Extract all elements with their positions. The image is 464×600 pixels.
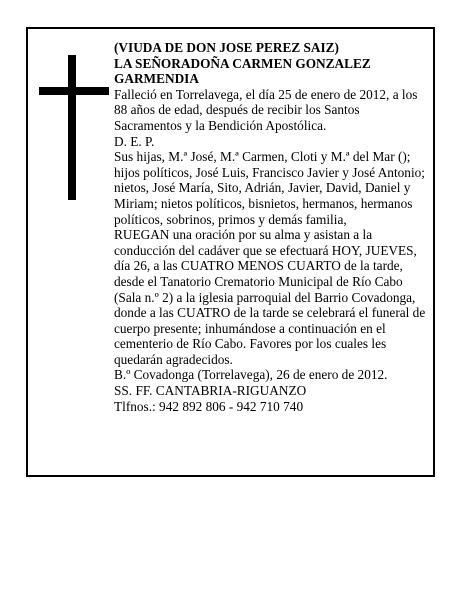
cross-vertical-bar	[68, 55, 76, 200]
family-list: Sus hijas, M.ª José, M.ª Carmen, Cloti y M.ª del Mar (); hijos políticos, José Luis, Francisco Javier y José Antonio; nietos, José María, Sito, Adrián, Javier, David, Daniel y Miriam; nietos políticos, bisnietos, hermanos, hermanos políticos, sobrinos, primos y demás familia,	[114, 149, 425, 227]
place-date: B.º Covadonga (Torrelavega), 26 de enero de 2012.	[114, 367, 388, 383]
funeral-home: SS. FF. CANTABRIA-RIGUANZO	[114, 383, 307, 399]
obituary-text	[114, 40, 429, 414]
death-notice: Falleció en Torrelavega, el día 25 de enero de 2012, a los 88 años de edad, después de recibir los Santos Sacramentos y la Bendición Apostólica.	[114, 86, 418, 133]
deceased-name-line-2: GARMENDIA	[114, 71, 199, 87]
dep-text: D. E. P.	[114, 133, 155, 149]
cross-icon	[39, 55, 109, 200]
deceased-name-line-1: LA SEÑORADOÑA CARMEN GONZALEZ	[114, 55, 371, 71]
obituary-card	[26, 27, 435, 477]
cross-horizontal-bar	[39, 87, 109, 95]
widow-of-line: (VIUDA DE DON JOSE PEREZ SAIZ)	[114, 40, 339, 55]
funeral-request: RUEGAN una oración por su alma y asistan a la conducción del cadáver que se efectuará HOY, JUEVES, día 26, a las CUATRO MENOS CUARTO de la tarde, desde el Tanatorio Crematorio Municipal de Río Cabo (Sala n.º 2) a la iglesia parroquial del Barrio Covadonga, donde a las CUATRO de la tarde se celebrará el funeral de cuerpo presente; inhumándose a continuación en el cementerio de Río Cabo. Favores por los cuales les quedarán agradecidos.	[114, 227, 426, 367]
phone-numbers: Tlfnos.: 942 892 806 - 942 710 740	[114, 398, 304, 414]
